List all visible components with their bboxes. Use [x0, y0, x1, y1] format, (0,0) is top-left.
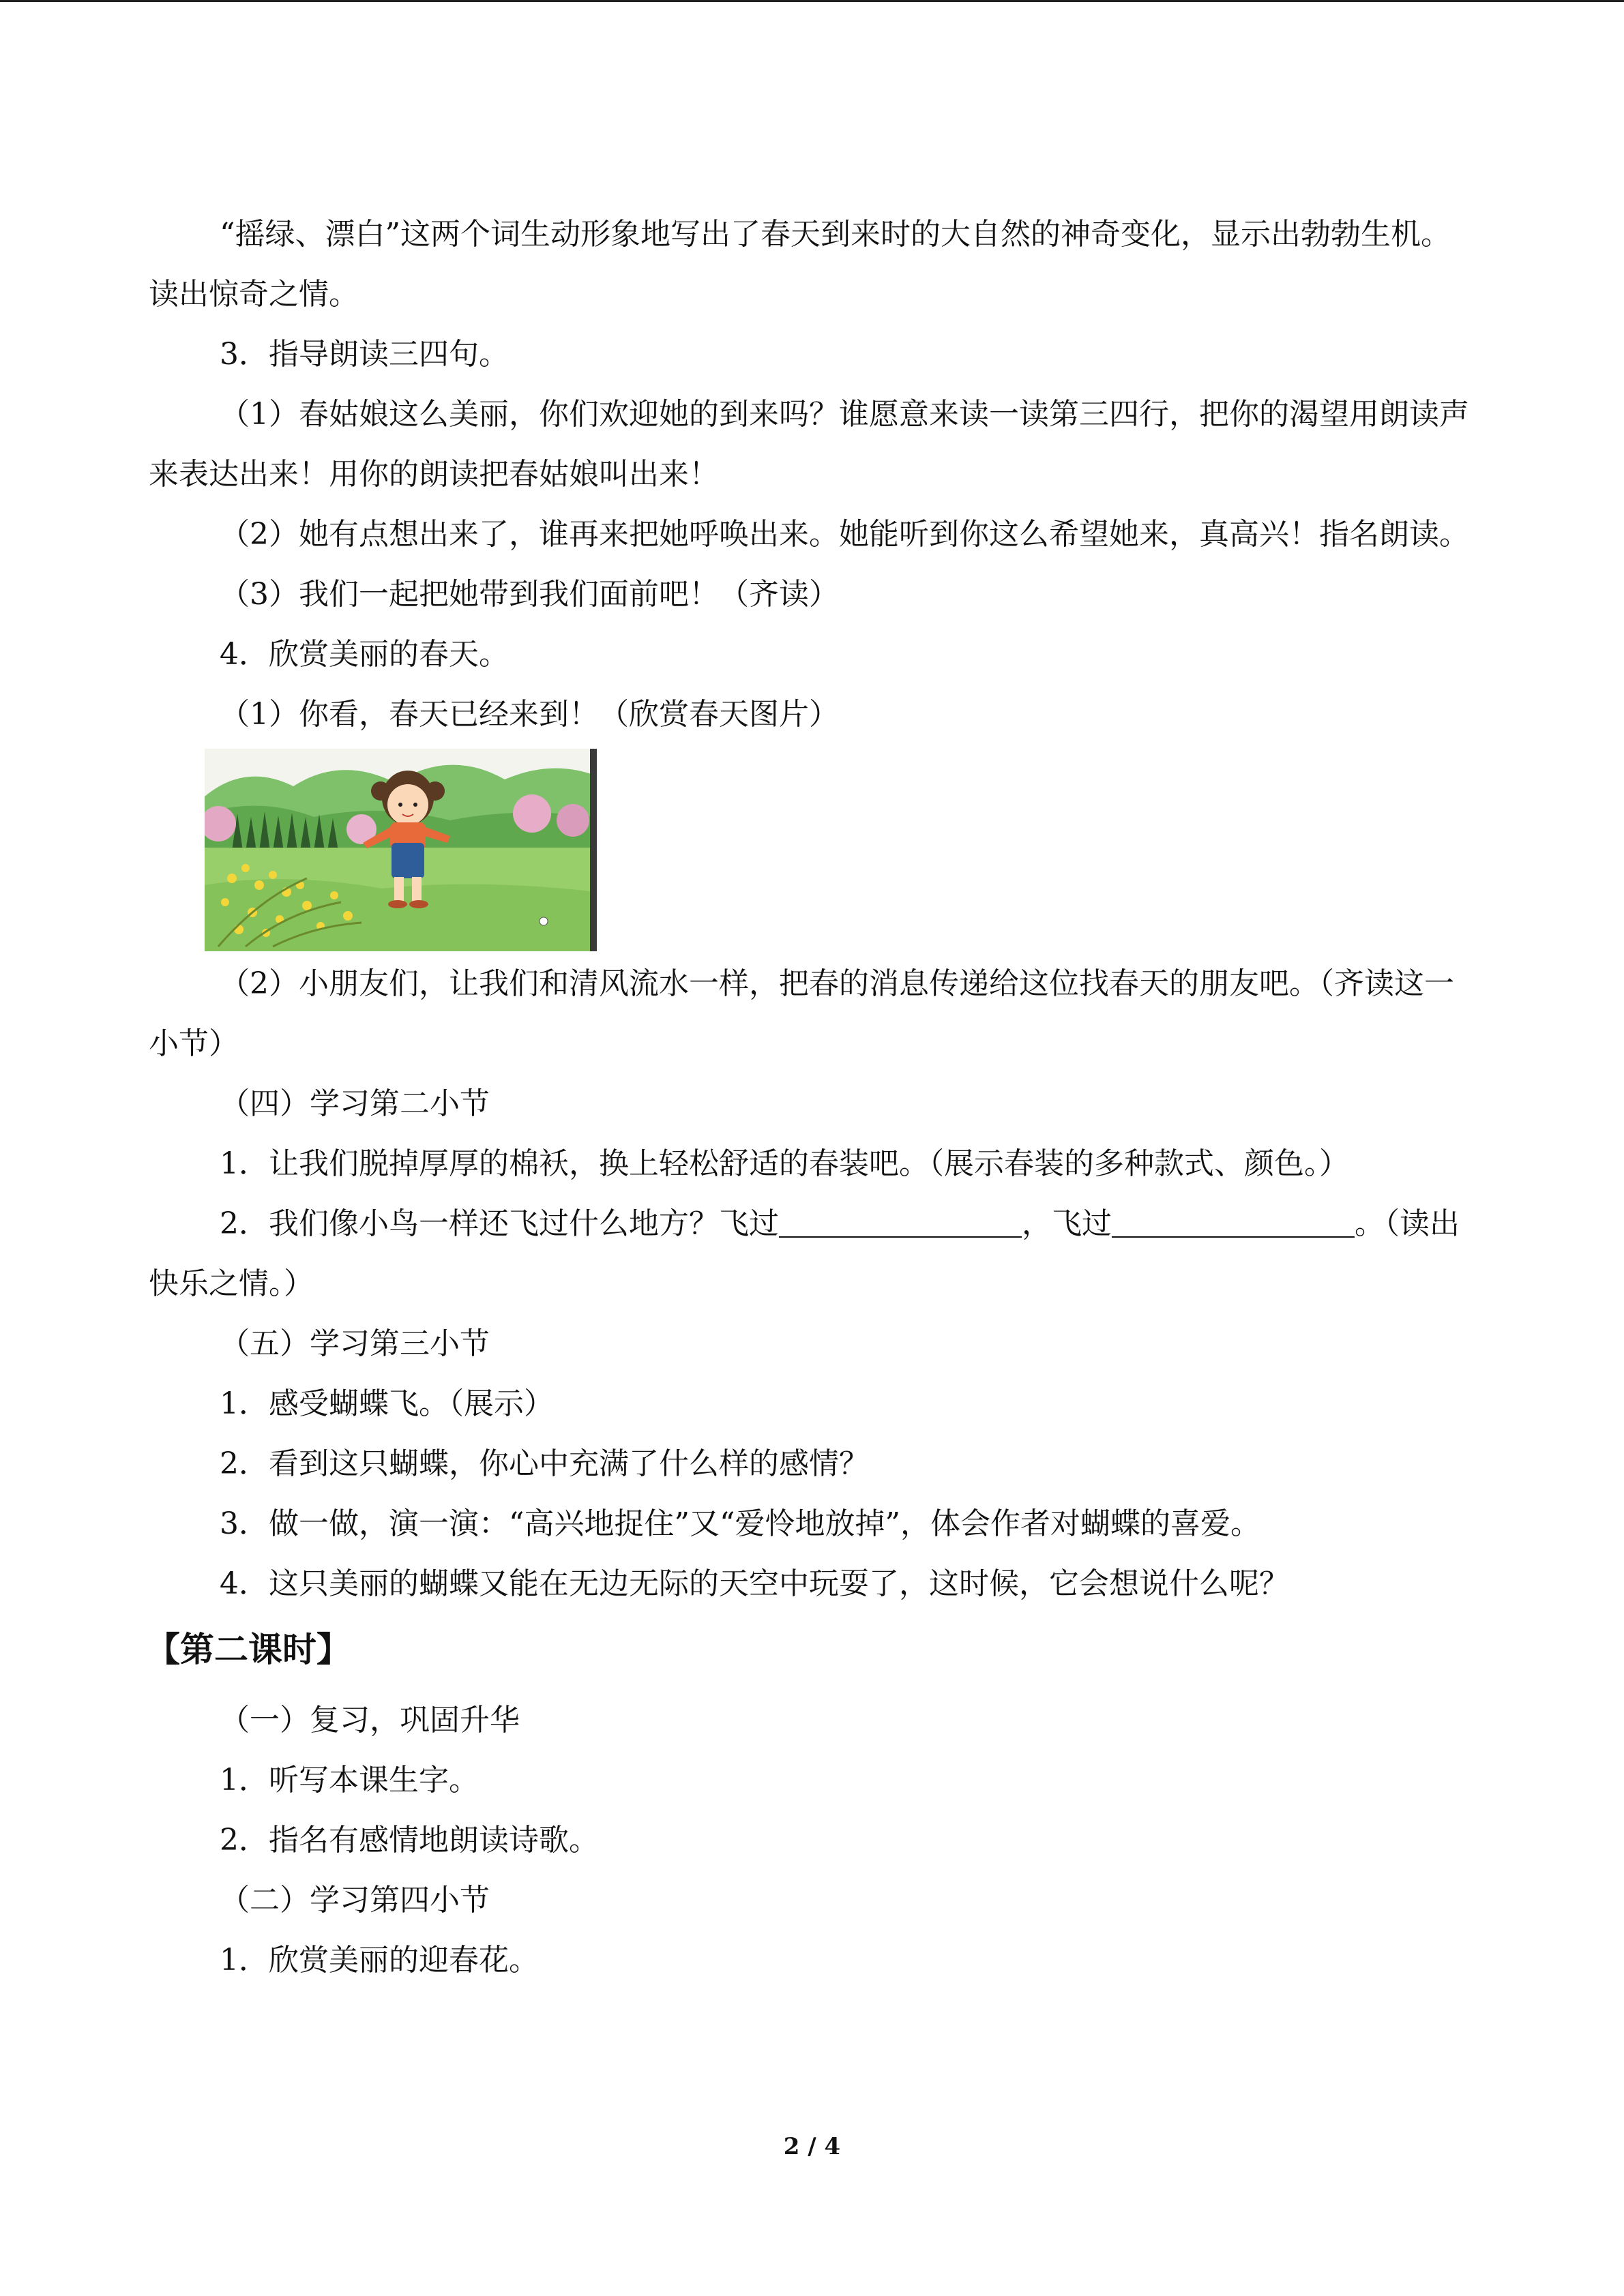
top-border: [0, 0, 1624, 2]
text-segment: ，飞过: [1022, 1206, 1112, 1241]
paragraph: （一）复习，巩固升华: [220, 1703, 520, 1738]
spring-illustration: [205, 749, 597, 951]
text-segment: 。（读出快乐之情。）: [149, 1206, 1460, 1301]
paragraph: 2．指名有感情地朗读诗歌。: [220, 1823, 599, 1858]
paragraph: “摇绿、漂白”这两个词生动形象地写出了春天到来时的大自然的神奇变化，显示出勃勃生机。读出惊奇之情。: [149, 217, 1451, 312]
paragraph: 1．听写本课生字。: [220, 1763, 479, 1798]
paragraph-with-blanks: [149, 1194, 1475, 1314]
paragraph: （1）你看，春天已经来到！（欣赏春天图片）: [220, 697, 839, 732]
paragraph: （2）她有点想出来了，谁再来把她呼唤出来。她能听到你这么希望她来，真高兴！指名朗读。: [220, 517, 1469, 552]
paragraph: 3．做一做，演一演：“高兴地捉住”又“爱怜地放掉”，体会作者对蝴蝶的喜爱。: [220, 1506, 1260, 1541]
paragraph: （2）小朋友们，让我们和清风流水一样，把春的消息传递给这位找春天的朋友吧。（齐读这一小节）: [149, 966, 1454, 1061]
fill-in-blank-1[interactable]: [779, 1209, 1022, 1238]
paragraph: 4．欣赏美丽的春天。: [220, 637, 509, 672]
paragraph: 1．让我们脱掉厚厚的棉袄，换上轻松舒适的春装吧。（展示春装的多种款式、颜色。）: [220, 1146, 1349, 1181]
paragraph: （1）春姑娘这么美丽，你们欢迎她的到来吗？谁愿意来读一读第三四行，把你的渴望用朗读声来表达出来！用你的朗读把春姑娘叫出来！: [149, 397, 1469, 492]
paragraph: （3）我们一起把她带到我们面前吧！（齐读）: [220, 577, 839, 612]
paragraph: 2．看到这只蝴蝶，你心中充满了什么样的感情？: [220, 1446, 869, 1481]
fill-in-blank-2[interactable]: [1112, 1209, 1355, 1238]
paragraph: （四）学习第二小节: [220, 1086, 490, 1121]
page-number: 2 / 4: [783, 2133, 841, 2160]
document-body: [146, 205, 1475, 1991]
text-segment: 2．我们像小鸟一样还飞过什么地方？飞过: [220, 1206, 779, 1241]
paragraph: 1．欣赏美丽的迎春花。: [220, 1943, 539, 1978]
paragraph: （五）学习第三小节: [220, 1326, 490, 1361]
paragraph: 4．这只美丽的蝴蝶又能在无边无际的天空中玩耍了，这时候，它会想说什么呢？: [220, 1566, 1289, 1601]
section-heading: 【第二课时】: [146, 1630, 351, 1669]
paragraph: （二）学习第四小节: [220, 1883, 490, 1918]
paragraph: 3．指导朗读三四句。: [220, 337, 509, 372]
paragraph: 1．感受蝴蝶飞。（展示）: [220, 1386, 554, 1421]
